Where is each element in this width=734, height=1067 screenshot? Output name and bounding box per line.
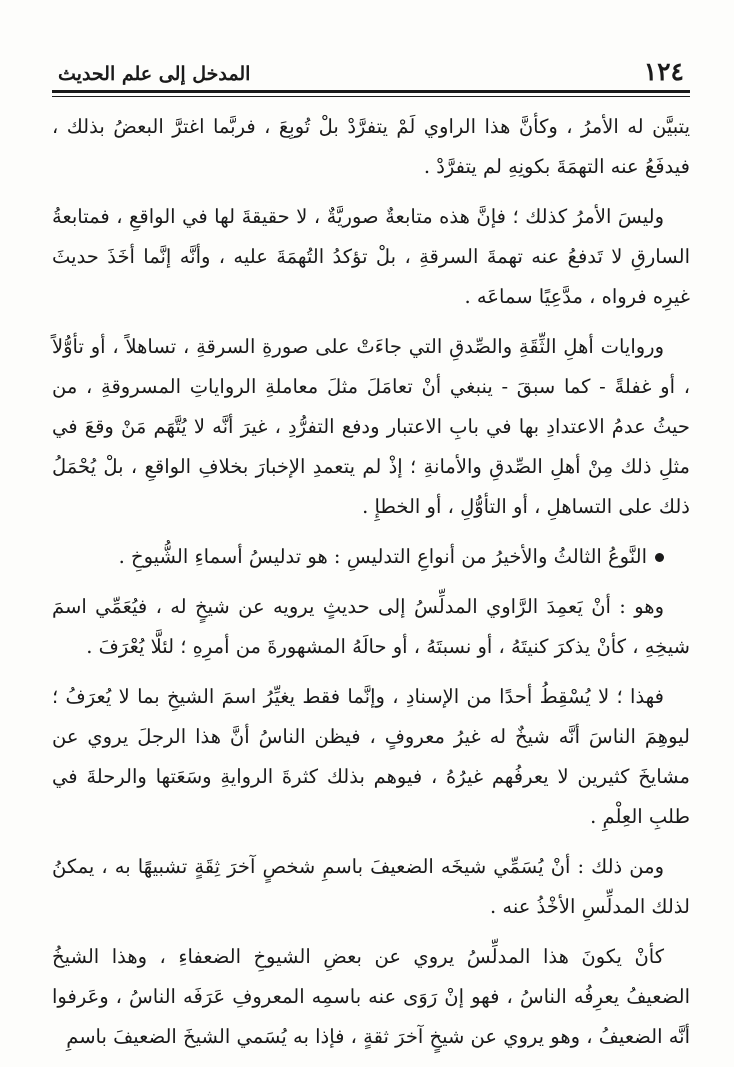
body-text (52, 107, 690, 1057)
header-rule-thin (52, 96, 690, 97)
running-title: المدخل إلى علم الحديث (58, 63, 251, 85)
paragraph-3: وروايات أهلِ الثِّقَةِ والصِّدقِ التي جاءَتْ على صورةِ السرقةِ ، تساهلاً ، أو تأوُّلاً ، أو غفلةً - كما سبقَ - ينبغي أنْ تعامَلَ مثلَ معاملةِ الرواياتِ المسروقةِ ، من حيثُ عدمُ الاعتدادِ بها في بابِ الاعتبار ودفع التفرُّدِ ، غيرَ أنَّه لا يُتَّهَم مَنْ وقعَ في مثلِ ذلك مِنْ أهلِ الصِّدقِ والأمانةِ ؛ إذْ لم يتعمدِ الإخبارَ بخلافِ الواقعِ ، بلْ يُحْمَلُ ذلك على التساهلِ ، أو التأوُّلِ ، أو الخطإِ . (52, 335, 690, 518)
section-heading-text: النَّوعُ الثالثُ والأخيرُ من أنواعِ التدليسِ : هو تدليسُ أسماءِ الشُّيوخِ . (118, 545, 647, 568)
header-rule-thick (52, 90, 690, 93)
bullet-icon (655, 553, 664, 562)
paragraph-8: كأنْ يكونَ هذا المدلِّسُ يروي عن بعضِ الشيوخِ الضعفاءِ ، وهذا الشيخُ الضعيفُ يعرِفُه الناسُ ، فهو إنْ رَوَى عنه باسمِه المعروفِ عَرَفَه الناسُ ، وعَرفوا أنَّه الضعيفُ ، وهو يروي عن شيخٍ آخرَ ثقةٍ ، فإذا به يُسَمي الشيخَ الضعيفَ باسمِ (52, 945, 690, 1048)
book-page (52, 48, 690, 1067)
section-heading-paragraph (52, 537, 690, 577)
paragraph-6: فهذا ؛ لا يُسْقِطُ أحدًا من الإسنادِ ، وإنَّما فقط يغيِّرُ اسمَ الشيخِ بما لا يُعرَفُ ؛ ليوهِمَ الناسَ أنَّه شيخٌ له غيرُ معروفٍ ، فيظن الناسُ أنَّ هذا الرجلَ يروي عن مشايخَ كثيرين لا يعرفُهم غيرُهُ ، فيوهم بذلك كثرةَ الروايةِ وسَعَتها والرحلةَ في طلبِ العِلْمِ . (52, 685, 690, 828)
paragraph-2: وليسَ الأمرُ كذلك ؛ فإنَّ هذه متابعةٌ صوريَّةٌ ، لا حقيقةَ لها في الواقعِ ، فمتابعةُ السارقِ لا تَدفعُ عنه تهمةَ السرقةِ ، بلْ تؤكدُ التُهمَةَ عليه ، وأنَّه إنَّما أخَذَ حديثَ غيرِه فرواه ، مدَّعِيًا سماعَه . (52, 205, 690, 308)
paragraph-5: وهو : أنْ يَعمِدَ الرَّاوي المدلِّسُ إلى حديثٍ يرويه عن شيخٍ له ، فيُعَمِّي اسمَ شيخِهِ ، كأنْ يذكرَ كنيتَهُ ، أو نسبتَهُ ، أو حالَهُ المشهورةَ من أمرِهِ ؛ لئلَّا يُعْرَفَ . (52, 595, 690, 658)
page-number: ١٢٤ (643, 57, 684, 86)
paragraph-7: ومن ذلك : أنْ يُسَمِّي شيخَه الضعيفَ باسمِ شخصٍ آخرَ ثِقَةٍ تشبيهًا به ، يمكنُ لذلك المدلِّسِ الأخْذُ عنه . (52, 855, 690, 918)
page-header (52, 48, 690, 88)
paragraph-1: يتبيَّن له الأمرُ ، وكأنَّ هذا الراوي لَمْ يتفرَّدْ بلْ تُوبِعَ ، فربَّما اغترَّ البعضُ بذلك ، فيدفَعُ عنه التهمَةَ بكونِهِ لم يتفرَّدْ . (52, 115, 690, 178)
